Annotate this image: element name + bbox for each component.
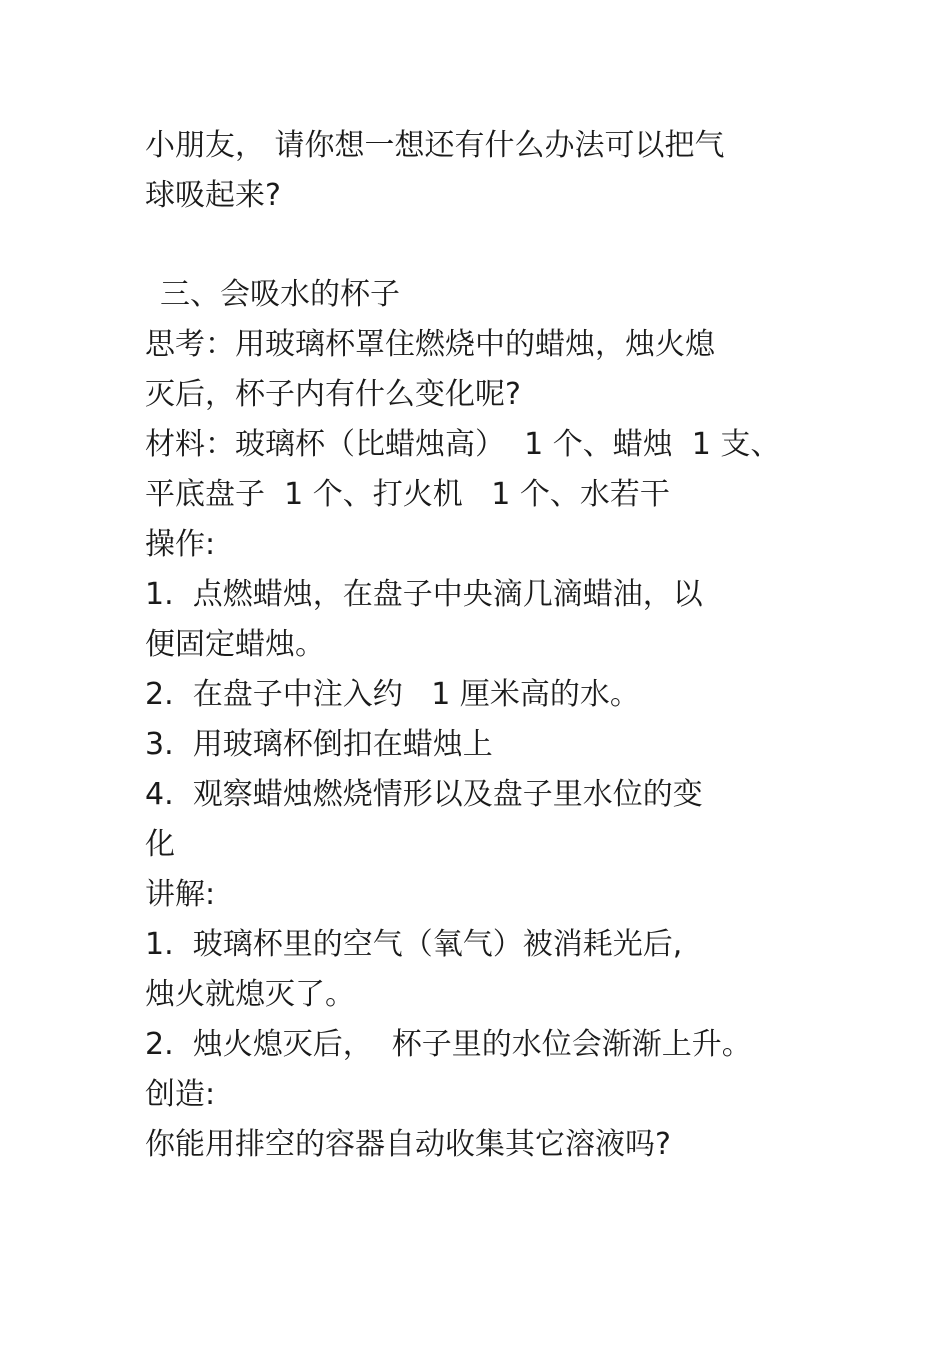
step-1-line-2: 便固定蜡烛。: [145, 627, 325, 662]
step-3: 3. 用玻璃杯倒扣在蜡烛上: [145, 727, 493, 762]
step-4-line-2: 化: [145, 827, 175, 862]
intro-text-line-1: 小朋友， 请你想一想还有什么办法可以把气: [145, 128, 725, 163]
think-text-line-2: 灭后，杯子内有什么变化呢?: [145, 377, 521, 412]
materials-text-line-1: 材料：玻璃杯（比蜡烛高） 1 个、蜡烛 1 支、: [145, 427, 781, 462]
create-question: 你能用排空的容器自动收集其它溶液吗?: [145, 1127, 671, 1162]
think-text-line-1: 思考：用玻璃杯罩住燃烧中的蜡烛，烛火熄: [145, 327, 715, 362]
step-1-line-1: 1. 点燃蜡烛，在盘子中央滴几滴蜡油，以: [145, 577, 703, 612]
explain-1-line-1: 1. 玻璃杯里的空气（氧气）被消耗光后,: [145, 927, 683, 962]
explain-label: 讲解:: [145, 877, 216, 912]
operation-label: 操作:: [145, 527, 216, 562]
step-2: 2. 在盘子中注入约 1 厘米高的水。: [145, 677, 640, 712]
section-title: 三、会吸水的杯子: [160, 277, 400, 312]
materials-text-line-2: 平底盘子 1 个、打火机 1 个、水若干: [145, 477, 670, 512]
explain-1-line-2: 烛火就熄灭了。: [145, 977, 355, 1012]
create-label: 创造:: [145, 1077, 216, 1112]
intro-text-line-2: 球吸起来?: [145, 178, 281, 213]
explain-2: 2. 烛火熄灭后， 杯子里的水位会渐渐上升。: [145, 1027, 752, 1062]
step-4-line-1: 4. 观察蜡烛燃烧情形以及盘子里水位的变: [145, 777, 703, 812]
